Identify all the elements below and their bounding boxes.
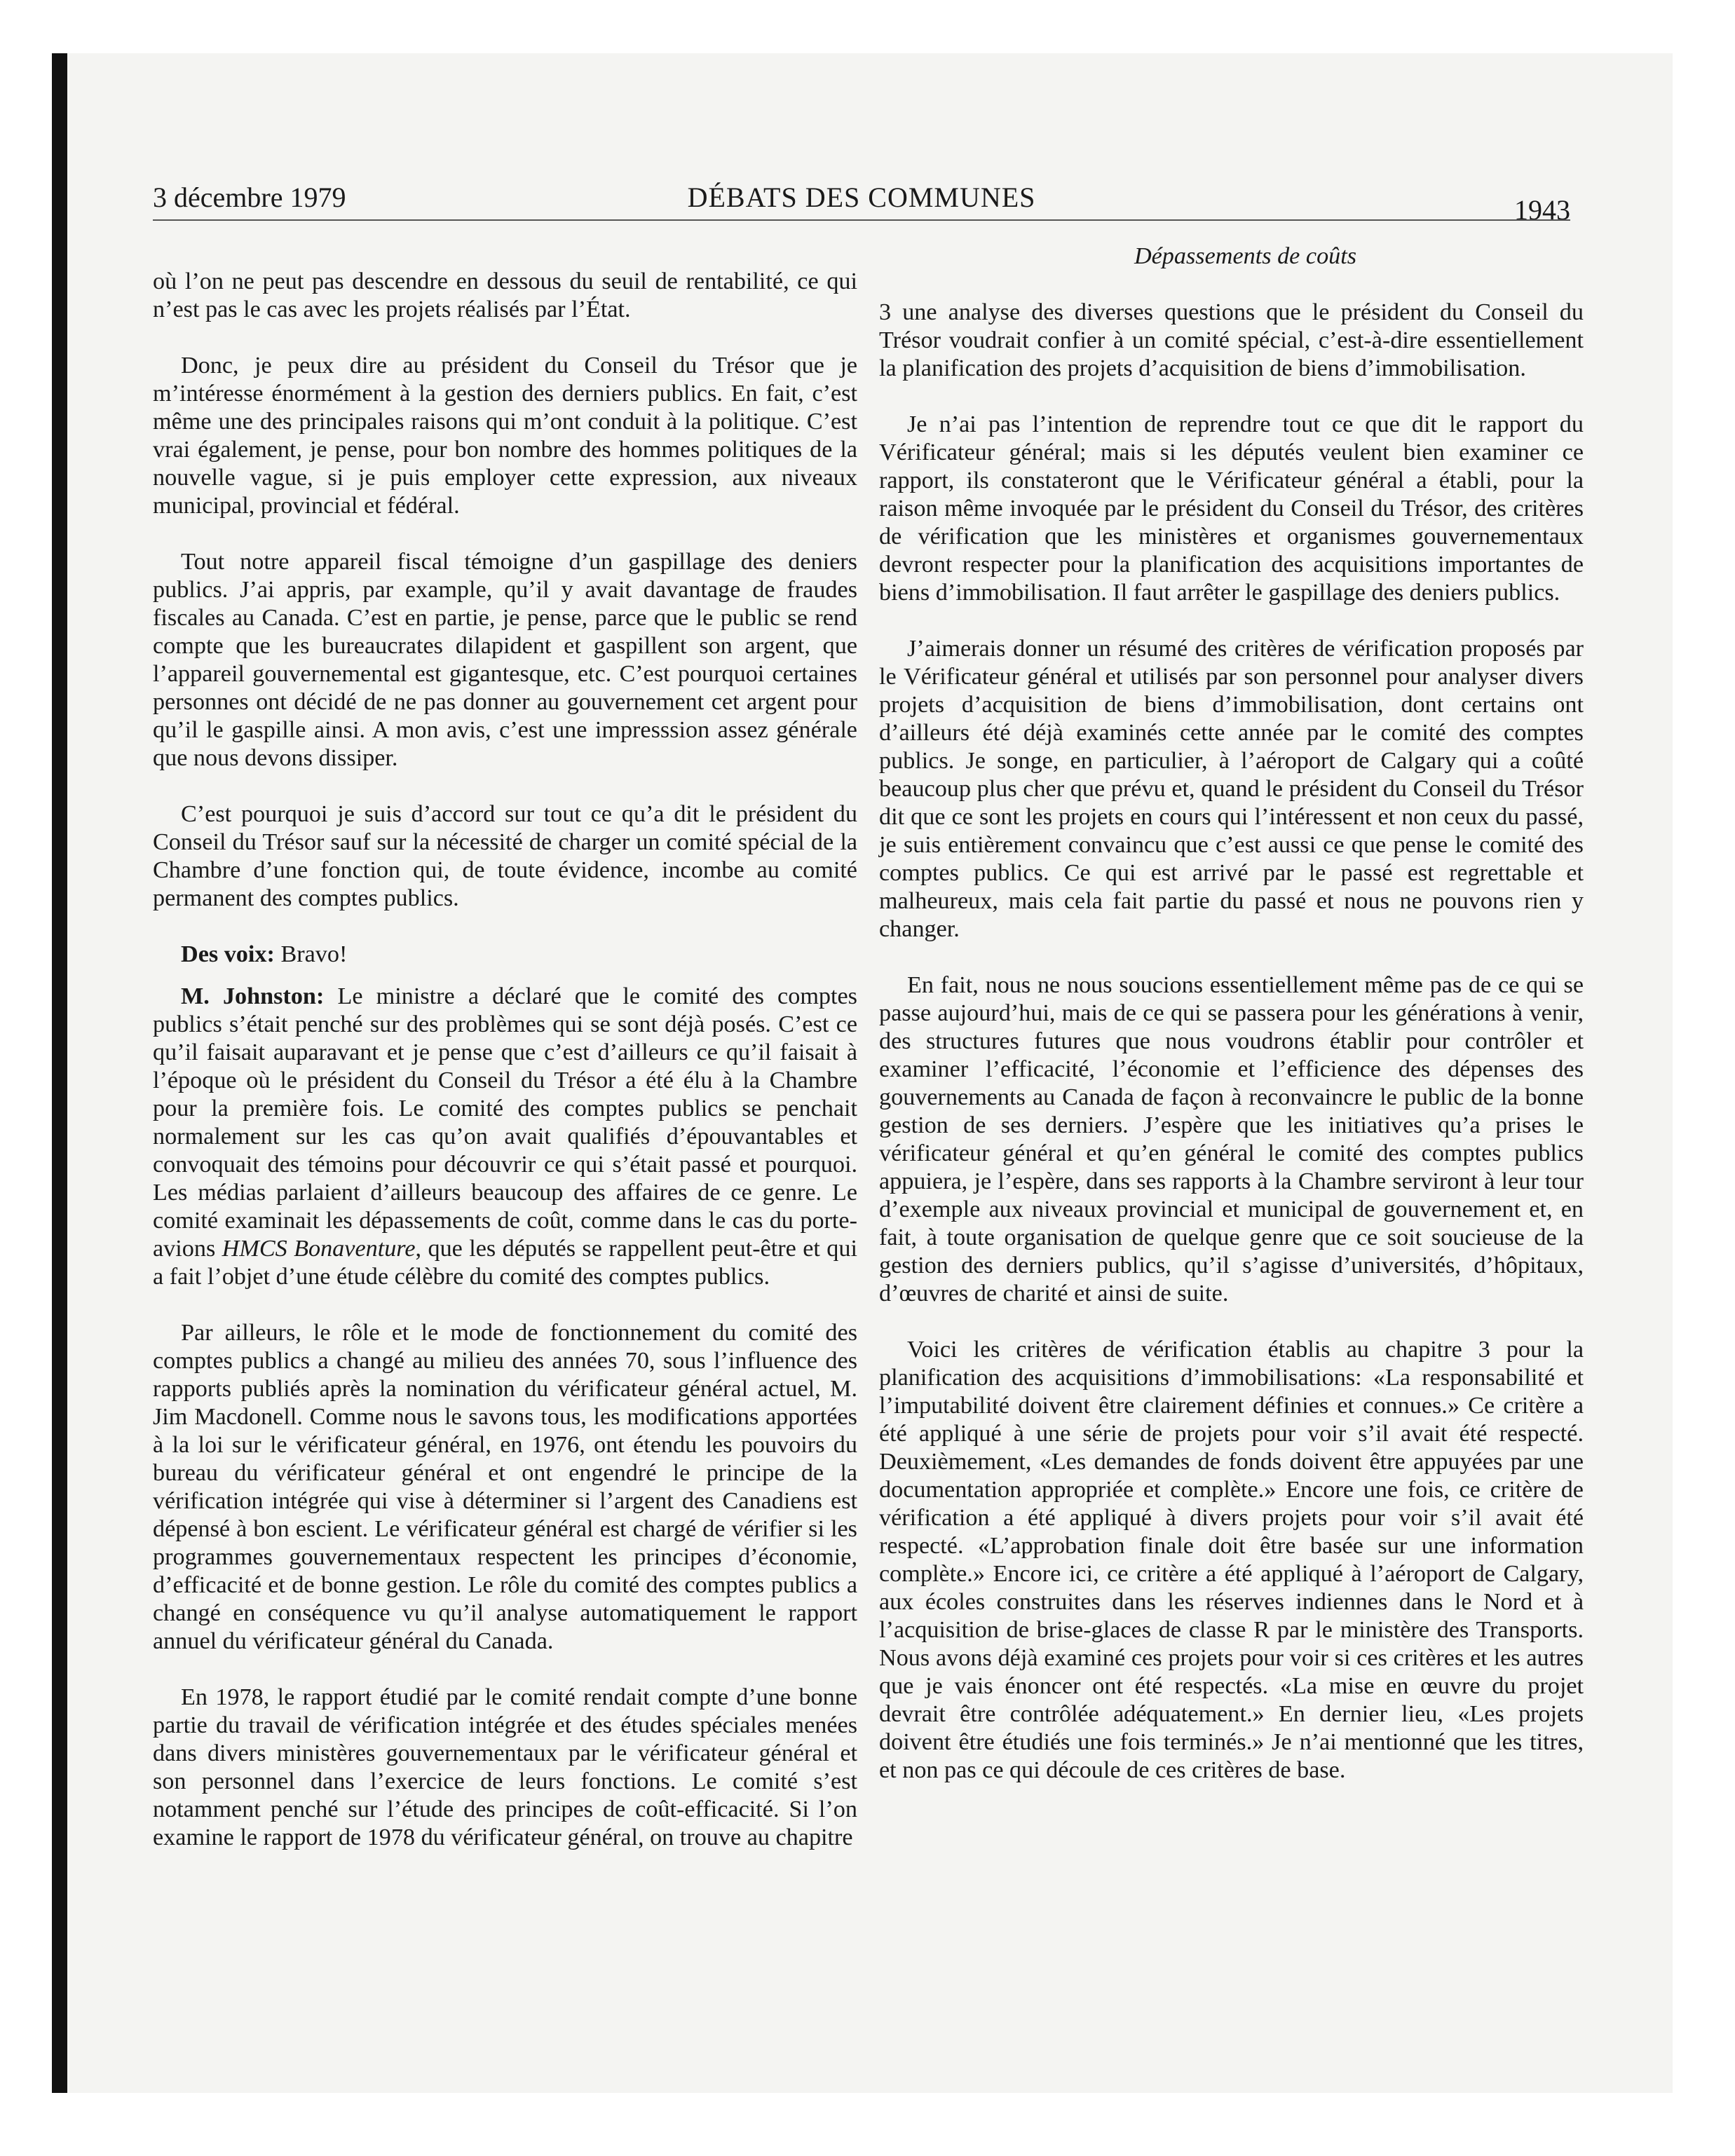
speech-text: , que les députés se rappellent peut-être et qui a fait l’objet d’une étude célèbre du comité des comptes publics. bbox=[153, 1236, 857, 1290]
page-number: 1943 bbox=[1514, 194, 1570, 226]
paragraph: J’aimerais donner un résumé des critères de vérification proposés par le Vérificateur général et utilisés par son personnel pour analyser divers projets d’acquisition de biens d’immobilisation, dont certains ont d’ailleurs été déjà examinés cette année par le comité des comptes publics. Je songe, en particulier, à l’aéroport de Calgary qui a coûté beaucoup plus cher que prévu et, quand le président du Conseil du Trésor dit que ce sont les projets en cours qui l’intéressent et non ceux du passé, je suis entièrement convaincu que c’est aussi ce que pense le comité des comptes publics. Ce qui est arrivé par le passé est regrettable et malheureux, mais cela fait partie du passé et nous ne pouvons rien y changer. bbox=[879, 636, 1584, 942]
speaker-name: M. Johnston: bbox=[181, 983, 325, 1009]
header-date: 3 décembre 1979 bbox=[153, 182, 346, 213]
left-column bbox=[153, 268, 857, 1880]
paragraph: En fait, nous ne nous soucions essentiellement même pas de ce qui se passe aujourd’hui, mais de ce qui se passera pour les générations à venir, des structures futures que nous voudrons établir pour contrôler et examiner l’efficacité, l’économie et l’efficience des dépenses des gouvernements au Canada de façon à reconvaincre le public de la bonne gestion de ses derniers. J’espère que les initiatives qu’a prises le vérificateur général et qu’en général le comité des comptes publics appuiera, je l’espère, dans ses rapports à la Chambre serviront à leur tour d’exemple aux niveaux provincial et municipal de gouvernement et, en fait, à toute organisation de quelque genre que ce soit soucieuse de la gestion des derniers publics, qu’il s’agisse d’universités, d’hôpitaux, d’œuvres de charité et ainsi de suite. bbox=[879, 972, 1584, 1306]
section-rubric: Dépassements de coûts bbox=[1134, 243, 1357, 269]
paragraph: Donc, je peux dire au président du Conseil du Trésor que je m’intéresse énormément à la gestion des derniers publics. En fait, c’est même une des principales raisons qui m’ont conduit à la politique. C’est vrai également, je pense, pour bon nombre des hommes politiques de la nouvelle vague, si je puis employer cette expression, aux niveaux municipal, provincial et fédéral. bbox=[153, 353, 857, 519]
paragraph: Je n’ai pas l’intention de reprendre tout ce que dit le rapport du Vérificateur général; mais si les députés veulent bien examiner ce rapport, ils constateront que le Vérificateur général a établi, pour la raison même invoquée par le président du Conseil du Trésor, des critères de vérification que les ministères et organismes gouvernementaux devront respecter pour la planification des acquisitions importantes de biens d’immobilisation. Il faut arrêter le gaspillage des deniers publics. bbox=[879, 411, 1584, 606]
interjection-text: Bravo! bbox=[274, 941, 348, 967]
ship-name: HMCS Bonaventure bbox=[222, 1236, 416, 1262]
johnston-speech bbox=[153, 983, 857, 1291]
paragraph: Par ailleurs, le rôle et le mode de fonctionnement du comité des comptes publics a changé au milieu des années 70, sous l’influence des rapports publiés après la nomination du vérificateur général actuel, M. Jim Macdonell. Comme nous le savons tous, les modifications apportées à la loi sur le vérificateur général, en 1976, ont étendu les pouvoirs du bureau du vérificateur général et ont engendré le principe de la vérification intégrée qui vise à déterminer si l’argent des Canadiens est dépensé à bon escient. Le vérificateur général est chargé de vérifier si les programmes gouvernementaux respectent les principes d’économie, d’efficacité et de bonne gestion. Le rôle du comité des comptes publics a changé en conséquence vu qu’il analyse automatiquement le rapport annuel du vérificateur général du Canada. bbox=[153, 1320, 857, 1654]
paragraph: Voici les critères de vérification établis au chapitre 3 pour la planification des acquisitions d’immobilisations: «La responsabilité et l’imputabilité doivent être clairement définies et connues.» Ce critère a été appliqué à une série de projets pour voir s’il avait été respecté. Deuxièmement, «Les demandes de fonds doivent être appuyées par une documentation appropriée et complète.» Encore une fois, ce critère de vérification a été appliqué à divers projets pour voir s’il avait été respecté. «L’approbation finale doit être basée sur une information complète.» Encore ici, ce critère a été appliqué à l’aéroport de Calgary, aux écoles construites dans les réserves indiennes dans le Nord et à l’acquisition de brise-glaces de classe R par le ministère des Transports. Nous avons déjà examiné ces projets pour voir si ces critères et les autres que je vais énoncer ont été respectés. «La mise en œuvre du projet devrait être contrôlée adéquatement.» En dernier lieu, «Les projets doivent être étudiés une fois terminés.» Je n’ai mentionné que les titres, et non pas ce qui découle de ces critères de base. bbox=[879, 1337, 1584, 1783]
paragraph: où l’on ne peut pas descendre en dessous du seuil de rentabilité, ce qui n’est pas le cas avec les projets réalisés par l’État. bbox=[153, 268, 857, 322]
right-column bbox=[879, 243, 1584, 1813]
interjection bbox=[153, 941, 857, 969]
header-rule bbox=[153, 219, 1570, 221]
page-header bbox=[153, 181, 1570, 226]
speech-text: Le ministre a déclaré que le comité des comptes publics s’était penché sur des problèmes qui se sont déjà posés. C’est ce qu’il faisait auparavant et je pense que c’est d’ailleurs ce qu’il faisait à l’époque où le président du Conseil du Trésor a été élu à la Chambre pour la première fois. Le comité des comptes publics se penchait normalement sur les cas qu’on avait qualifiés d’épouvantables et convoquait des témoins pour découvrir ce qui s’était passé et pourquoi. Les médias parlaient d’ailleurs beaucoup des affaires de ce genre. Le comité examinait les dépassements de coût, comme dans le cas du porte-avions bbox=[153, 983, 857, 1262]
paragraph: C’est pourquoi je suis d’accord sur tout ce qu’a dit le président du Conseil du Trésor sauf sur la nécessité de charger un comité spécial de la Chambre d’une fonction qui, de toute évidence, incombe au comité permanent des comptes publics. bbox=[153, 801, 857, 911]
paragraph: En 1978, le rapport étudié par le comité rendait compte d’une bonne partie du travail de vérification intégrée et des études spéciales menées dans divers ministères gouvernementaux par le vérificateur général et son personnel dans l’exercice de leurs fonctions. Le comité s’est notamment penché sur l’étude des principes de coût-efficacité. Si l’on examine le rapport de 1978 du vérificateur général, on trouve au chapitre bbox=[153, 1684, 857, 1850]
scan-binding-edge bbox=[52, 53, 67, 2093]
header-title: DÉBATS DES COMMUNES bbox=[687, 182, 1036, 213]
paragraph: Tout notre appareil fiscal témoigne d’un gaspillage des deniers publics. J’ai appris, par example, qu’il y avait davantage de fraudes fiscales au Canada. C’est en partie, je pense, parce que le public se rend compte que les bureaucrates dilapident et gaspillent son argent, que l’appareil gouvernemental est gigantesque, etc. C’est pourquoi certaines personnes ont décidé de ne pas donner au gouvernement cet argent pour qu’il le gaspille ainsi. A mon avis, c’est une impresssion assez générale que nous devons dissiper. bbox=[153, 549, 857, 771]
speaker-name: Des voix: bbox=[181, 941, 275, 967]
paragraph: 3 une analyse des diverses questions que le président du Conseil du Trésor voudrait confier à un comité spécial, c’est-à-dire essentiellement la planification des projets d’acquisition de biens d’immobilisation. bbox=[879, 299, 1584, 381]
